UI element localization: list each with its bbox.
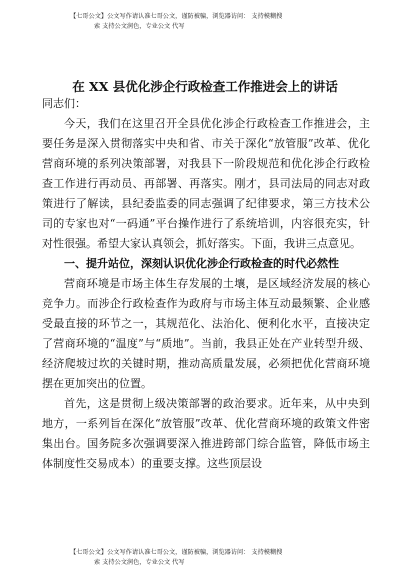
section-heading: 一、提升站位，深刻认识优化涉企行政检查的时代必然性 bbox=[64, 257, 339, 270]
watermark-banner-bottom bbox=[70, 548, 350, 568]
watermark-banner-top bbox=[70, 12, 350, 32]
speech-body bbox=[42, 94, 370, 474]
speech-title: 在 XX 县优化涉企行政检查工作推进会上的讲话 bbox=[72, 79, 338, 94]
banner-line-1: 【七哥公文】公文写作请认准七哥公文，谨防被骗，浏览器访问： 支持模糊搜 bbox=[70, 13, 283, 20]
banner-line-2: 索 支持公文润色，专业公文 代写 bbox=[94, 23, 185, 30]
banner-line-1: 【七哥公文】公文写作请认准七哥公文，谨防被骗，浏览器访问： 支持模糊搜 bbox=[70, 549, 283, 556]
paragraph-first-point: 首先，这是贯彻上级决策部署的政治要求。近年来，从中央到地方，一系列旨在深化“放管服”改革、优化营商环境的政策文件密集出台。国务院多次强调要深入推进跨部门综合监管，降低市场主体制度性交易成本）的重要支撑。这些顶层设 bbox=[42, 397, 370, 470]
salutation: 同志们： bbox=[42, 97, 86, 110]
paragraph-business-environment: 营商环境是市场主体生存发展的土壤，是区域经济发展的核心竞争力。而涉企行政检查作为政府与市场主体互动最频繁、企业感受最直接的环节之一，其规范化、法治化、便利化水平，直接决定了营商环境的“温度”与“质地”。当前，我县正处在产业转型升级、经济爬坡过坎的关键时期，推动高质量发展，必须把优化营商环境摆在更加突出的位置。 bbox=[42, 277, 370, 390]
paragraph-intro: 今天，我们在这里召开全县优化涉企行政检查工作推进会，主要任务是深入贯彻落实中央和省、市关于深化“放管服”改革、优化营商环境的系列决策部署，对我县下一阶段规范和优化涉企行政检查工作进行再动员、再部署、再落实。刚才，县司法局的同志对政策进行了解读，县纪委监委的同志强调了纪律要求，第三方技术公司的专家也对“一码通”平台操作进行了系统培训，内容很充实，针对性很强。希望大家认真领会，抓好落实。下面，我讲三点意见。 bbox=[42, 117, 370, 250]
banner-line-2: 索 支持公文润色，专业公文 代写 bbox=[94, 559, 185, 566]
